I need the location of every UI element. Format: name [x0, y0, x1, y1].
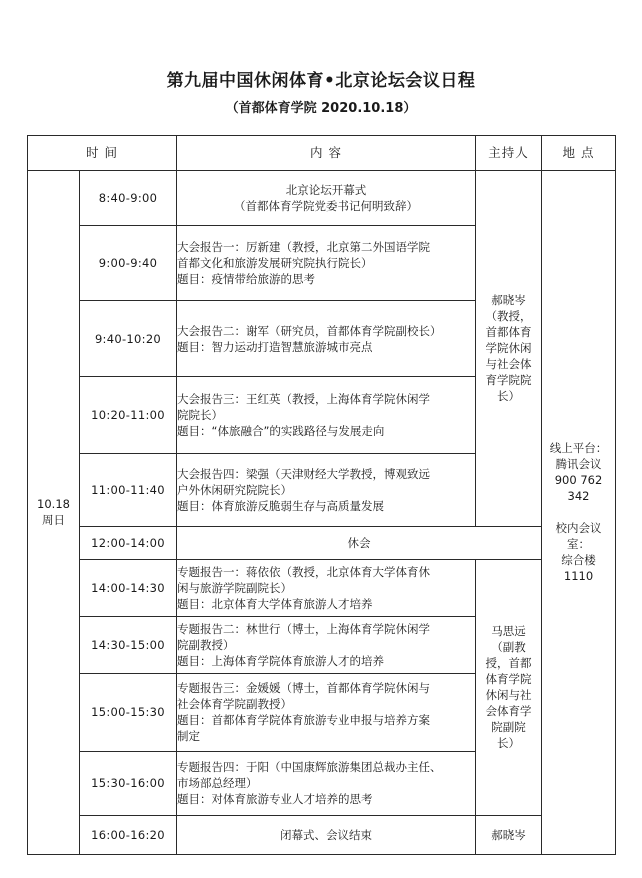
header-row — [28, 136, 616, 171]
location-line: 342 — [567, 489, 590, 504]
header-time: 时 间 — [28, 136, 177, 171]
content-cell — [177, 225, 476, 301]
content-line: 题目：疫情带给旅游的思考 — [177, 272, 316, 287]
page-title: 第九届中国休闲体育•北京论坛会议日程 — [166, 71, 476, 91]
content-line: 大会报告三：王红英（教授，上海体育学院休闲学 — [177, 391, 431, 406]
host-line: 长） — [497, 389, 521, 404]
content-cell — [177, 301, 476, 377]
location-cell — [542, 170, 616, 854]
location-line: 1110 — [563, 569, 594, 584]
time-cell: 11:00-11:40 — [80, 453, 177, 527]
content-line: 专题报告一：蒋依依（教授，北京体育大学体育休 — [177, 564, 431, 579]
time-cell: 15:30-16:00 — [80, 751, 177, 815]
content-cell: 闭幕式、会议结束 — [177, 816, 476, 855]
table-row — [28, 816, 616, 855]
time-cell: 9:00-9:40 — [80, 225, 177, 301]
time-cell: 10:20-11:00 — [80, 376, 177, 453]
location-line: 校内会议 — [555, 521, 602, 536]
time-cell: 16:00-16:20 — [80, 816, 177, 855]
host-line: 长） — [497, 736, 521, 751]
content-line: 专题报告二：林世行（博士，上海体育学院休闲学 — [177, 622, 431, 637]
content-line: 大会报告四：梁强（天津财经大学教授，博观致远 — [177, 466, 431, 481]
time-cell: 9:40-10:20 — [80, 301, 177, 377]
content-line: 院副教授） — [177, 638, 235, 653]
content-line: 题目：体育旅游反脆弱生存与高质量发展 — [177, 498, 385, 513]
header-content: 内 容 — [177, 136, 476, 171]
host-line: （教授， — [485, 309, 532, 324]
break-cell: 休会 — [177, 527, 542, 560]
content-line: 闲与旅游学院副院长） — [177, 580, 293, 595]
content-cell — [177, 376, 476, 453]
content-line: 北京论坛开幕式 — [285, 182, 367, 197]
location-line: 线上平台： — [549, 441, 608, 456]
content-line: 题目：首都体育学院体育旅游专业申报与培养方案 — [177, 713, 431, 728]
schedule-table — [27, 135, 616, 855]
host-line: 休闲与社 — [485, 688, 532, 703]
header-location: 地 点 — [542, 136, 616, 171]
time-cell: 15:00-15:30 — [80, 674, 177, 752]
content-line: 题目：上海体育学院体育旅游人才的培养 — [177, 654, 385, 669]
content-line: （首都体育学院党委书记何明致辞） — [234, 198, 419, 213]
content-line: 题目：智力运动打造智慧旅游城市亮点 — [177, 339, 373, 354]
host-line: 育学院院 — [485, 373, 532, 388]
content-line: 题目：“体旅融合”的实践路径与发展走向 — [177, 423, 385, 438]
date-weekday: 周日 — [42, 513, 65, 528]
content-line: 制定 — [177, 729, 201, 744]
content-line: 市场部总经理） — [177, 776, 258, 791]
content-line: 首都文化和旅游发展研究院执行院长） — [177, 256, 373, 271]
table-row — [28, 527, 616, 560]
content-line: 题目：对体育旅游专业人才培养的思考 — [177, 792, 373, 807]
host-line: 授，首都 — [485, 656, 532, 671]
content-line: 大会报告一：厉新建（教授，北京第二外国语学院 — [177, 240, 431, 255]
content-cell — [177, 559, 476, 616]
table-row — [28, 170, 616, 225]
content-line: 社会体育学院副教授） — [177, 697, 293, 712]
location-spacer — [542, 504, 615, 520]
host-cell-closing: 郝晓岑 — [476, 816, 542, 855]
host-line: 郝晓岑 — [491, 293, 526, 308]
content-line: 户外休闲研究院院长） — [177, 482, 293, 497]
date-cell — [28, 170, 80, 854]
host-line: 体育学院 — [485, 672, 532, 687]
content-line: 院院长） — [177, 407, 224, 422]
content-cell — [177, 170, 476, 225]
location-line: 900 762 — [554, 473, 603, 488]
host-line: 院副院 — [491, 720, 526, 735]
content-cell — [177, 616, 476, 673]
host-line: 会体育学 — [485, 704, 532, 719]
time-cell: 14:00-14:30 — [80, 559, 177, 616]
host-line: 学院休闲 — [485, 341, 532, 356]
location-line: 室： — [567, 537, 591, 552]
time-cell: 12:00-14:00 — [80, 527, 177, 560]
host-cell-morning — [476, 170, 542, 526]
content-line: 专题报告四：于阳（中国康辉旅游集团总裁办主任、 — [177, 760, 442, 775]
host-cell-afternoon — [476, 559, 542, 815]
content-cell — [177, 453, 476, 527]
host-line: （副教 — [491, 640, 526, 655]
content-line: 大会报告二：谢军（研究员，首都体育学院副校长） — [177, 323, 442, 338]
table-row — [28, 559, 616, 616]
date-value: 10.18 — [37, 497, 70, 512]
location-line: 综合楼 — [561, 553, 596, 568]
time-cell: 14:30-15:00 — [80, 616, 177, 673]
page-subtitle: （首都体育学院 2020.10.18） — [225, 101, 417, 116]
content-line: 专题报告三：金媛媛（博士，首都体育学院休闲与 — [177, 681, 431, 696]
host-line: 与社会体 — [485, 357, 532, 372]
host-line: 马思远 — [491, 624, 526, 639]
host-line: 首都体育 — [485, 325, 532, 340]
header-host: 主持人 — [476, 136, 542, 171]
content-line: 题目：北京体育大学体育旅游人才培养 — [177, 596, 373, 611]
location-line: 腾讯会议 — [555, 457, 602, 472]
time-cell: 8:40-9:00 — [80, 170, 177, 225]
content-cell — [177, 674, 476, 752]
content-cell — [177, 751, 476, 815]
